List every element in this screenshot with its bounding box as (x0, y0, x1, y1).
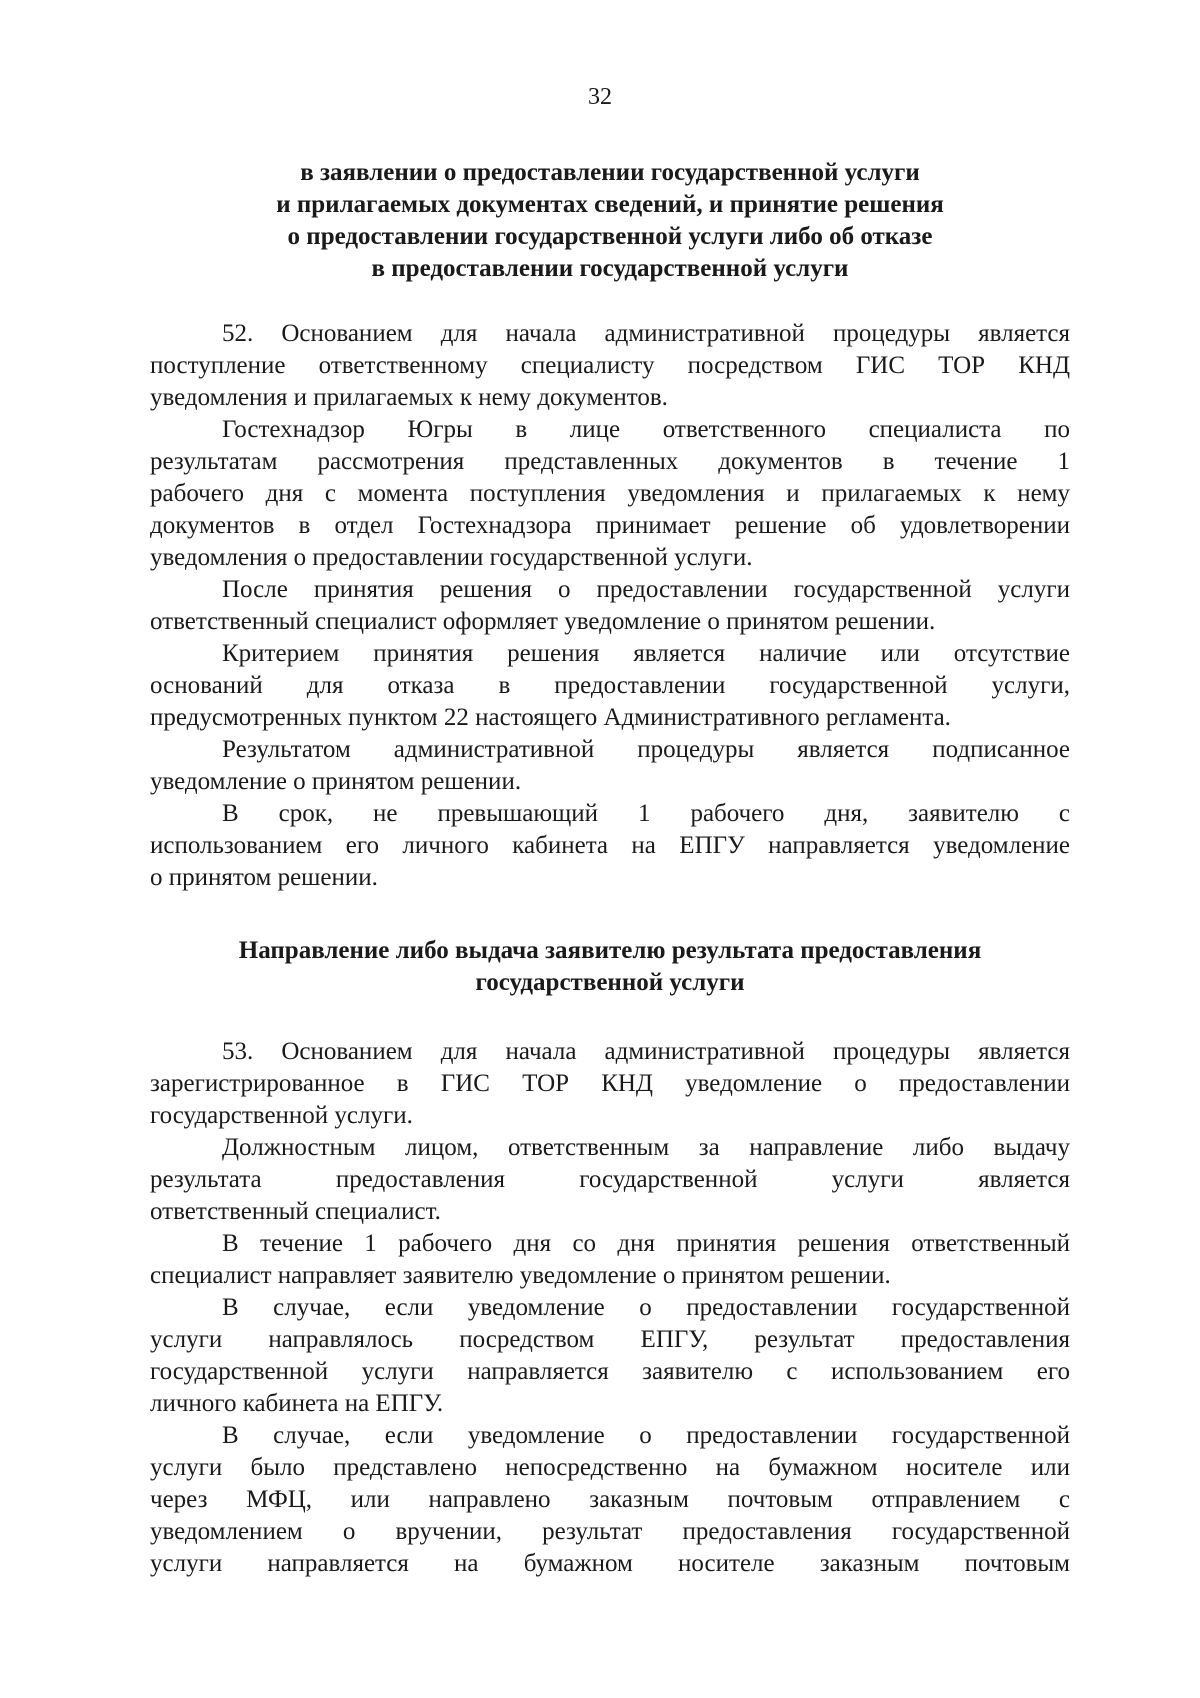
paragraph-line: В случае, если уведомление о предоставлении государственной (222, 1294, 1070, 1321)
page-number: 32 (588, 84, 612, 110)
paragraph (150, 638, 1070, 734)
paragraph-line: уведомление о принятом решении. (150, 768, 522, 795)
paragraph (150, 1132, 1070, 1228)
paragraph-line: 53. Основанием для начала административной процедуры является (222, 1038, 1070, 1065)
paragraph-line: 52. Основанием для начала административной процедуры является (222, 320, 1070, 347)
paragraph-line: государственной услуги. (150, 1102, 413, 1129)
paragraph-line: документов в отдел Гостехнадзора принимает решение об удовлетворении (150, 512, 1070, 539)
paragraph (150, 574, 1070, 638)
section-heading-2 (150, 935, 1070, 999)
paragraph-line: уведомлением о вручении, результат предоставления государственной (150, 1518, 1070, 1545)
paragraph-line: поступление ответственному специалисту посредством ГИС ТОР КНД (150, 352, 1070, 379)
section-heading-1 (150, 157, 1070, 285)
paragraph-line: Результатом административной процедуры является подписанное (222, 736, 1070, 763)
paragraph-line: государственной услуги направляется заявителю с использованием его (150, 1358, 1070, 1385)
paragraph-line: услуги направляется на бумажном носителе заказным почтовым (150, 1550, 1070, 1577)
paragraph-line: После принятия решения о предоставлении государственной услуги (222, 576, 1070, 603)
heading-line: в предоставлении государственной услуги (371, 255, 849, 282)
paragraph-line: личного кабинета на ЕПГУ. (150, 1390, 444, 1417)
paragraph-line: услуги было представлено непосредственно на бумажном носителе или (150, 1454, 1070, 1481)
paragraph (150, 318, 1070, 414)
paragraph-line: В случае, если уведомление о предоставлении государственной (222, 1422, 1070, 1449)
paragraph-line: В срок, не превышающий 1 рабочего дня, заявителю с (222, 800, 1070, 827)
heading-line: Направление либо выдача заявителю результата предоставления (238, 937, 982, 964)
paragraph-line: Критерием принятия решения является наличие или отсутствие (222, 640, 1070, 667)
paragraph-line: уведомления и прилагаемых к нему документов. (150, 384, 668, 411)
paragraph-line: о принятом решении. (150, 864, 378, 891)
paragraph-line: зарегистрированное в ГИС ТОР КНД уведомление о предоставлении (150, 1070, 1070, 1097)
paragraph-line: специалист направляет заявителю уведомление о принятом решении. (150, 1262, 891, 1289)
heading-line: в заявлении о предоставлении государственной услуги (300, 159, 920, 186)
section-body-2 (150, 1036, 1070, 1580)
section-body-1 (150, 318, 1070, 894)
paragraph-line: результата предоставления государственной услуги является (150, 1166, 1070, 1193)
paragraph-line: В течение 1 рабочего дня со дня принятия решения ответственный (222, 1230, 1070, 1257)
paragraph-line: через МФЦ, или направлено заказным почтовым отправлением с (150, 1486, 1070, 1513)
paragraph-line: ответственный специалист. (150, 1198, 441, 1225)
paragraph-line: использованием его личного кабинета на ЕПГУ направляется уведомление (150, 832, 1070, 859)
paragraph-line: оснований для отказа в предоставлении государственной услуги, (150, 672, 1070, 699)
paragraph-line: услуги направлялось посредством ЕПГУ, результат предоставления (150, 1326, 1070, 1353)
heading-line: государственной услуги (475, 969, 745, 996)
paragraph (150, 1036, 1070, 1132)
paragraph-line: результатам рассмотрения представленных документов в течение 1 (150, 448, 1070, 475)
heading-line: о предоставлении государственной услуги либо об отказе (287, 223, 933, 250)
paragraph (150, 414, 1070, 574)
paragraph-line: уведомления о предоставлении государственной услуги. (150, 544, 753, 571)
paragraph-line: рабочего дня с момента поступления уведомления и прилагаемых к нему (150, 480, 1070, 507)
paragraph (150, 798, 1070, 894)
paragraph-line: Должностным лицом, ответственным за направление либо выдачу (222, 1134, 1070, 1161)
paragraph (150, 1420, 1070, 1580)
paragraph-line: ответственный специалист оформляет уведомление о принятом решении. (150, 608, 936, 635)
paragraph (150, 1228, 1070, 1292)
paragraph-line: предусмотренных пунктом 22 настоящего Административного регламента. (150, 704, 951, 731)
paragraph (150, 1292, 1070, 1420)
paragraph-line: Гостехнадзор Югры в лице ответственного специалиста по (222, 416, 1070, 443)
paragraph (150, 734, 1070, 798)
heading-line: и прилагаемых документах сведений, и принятие решения (276, 191, 944, 218)
